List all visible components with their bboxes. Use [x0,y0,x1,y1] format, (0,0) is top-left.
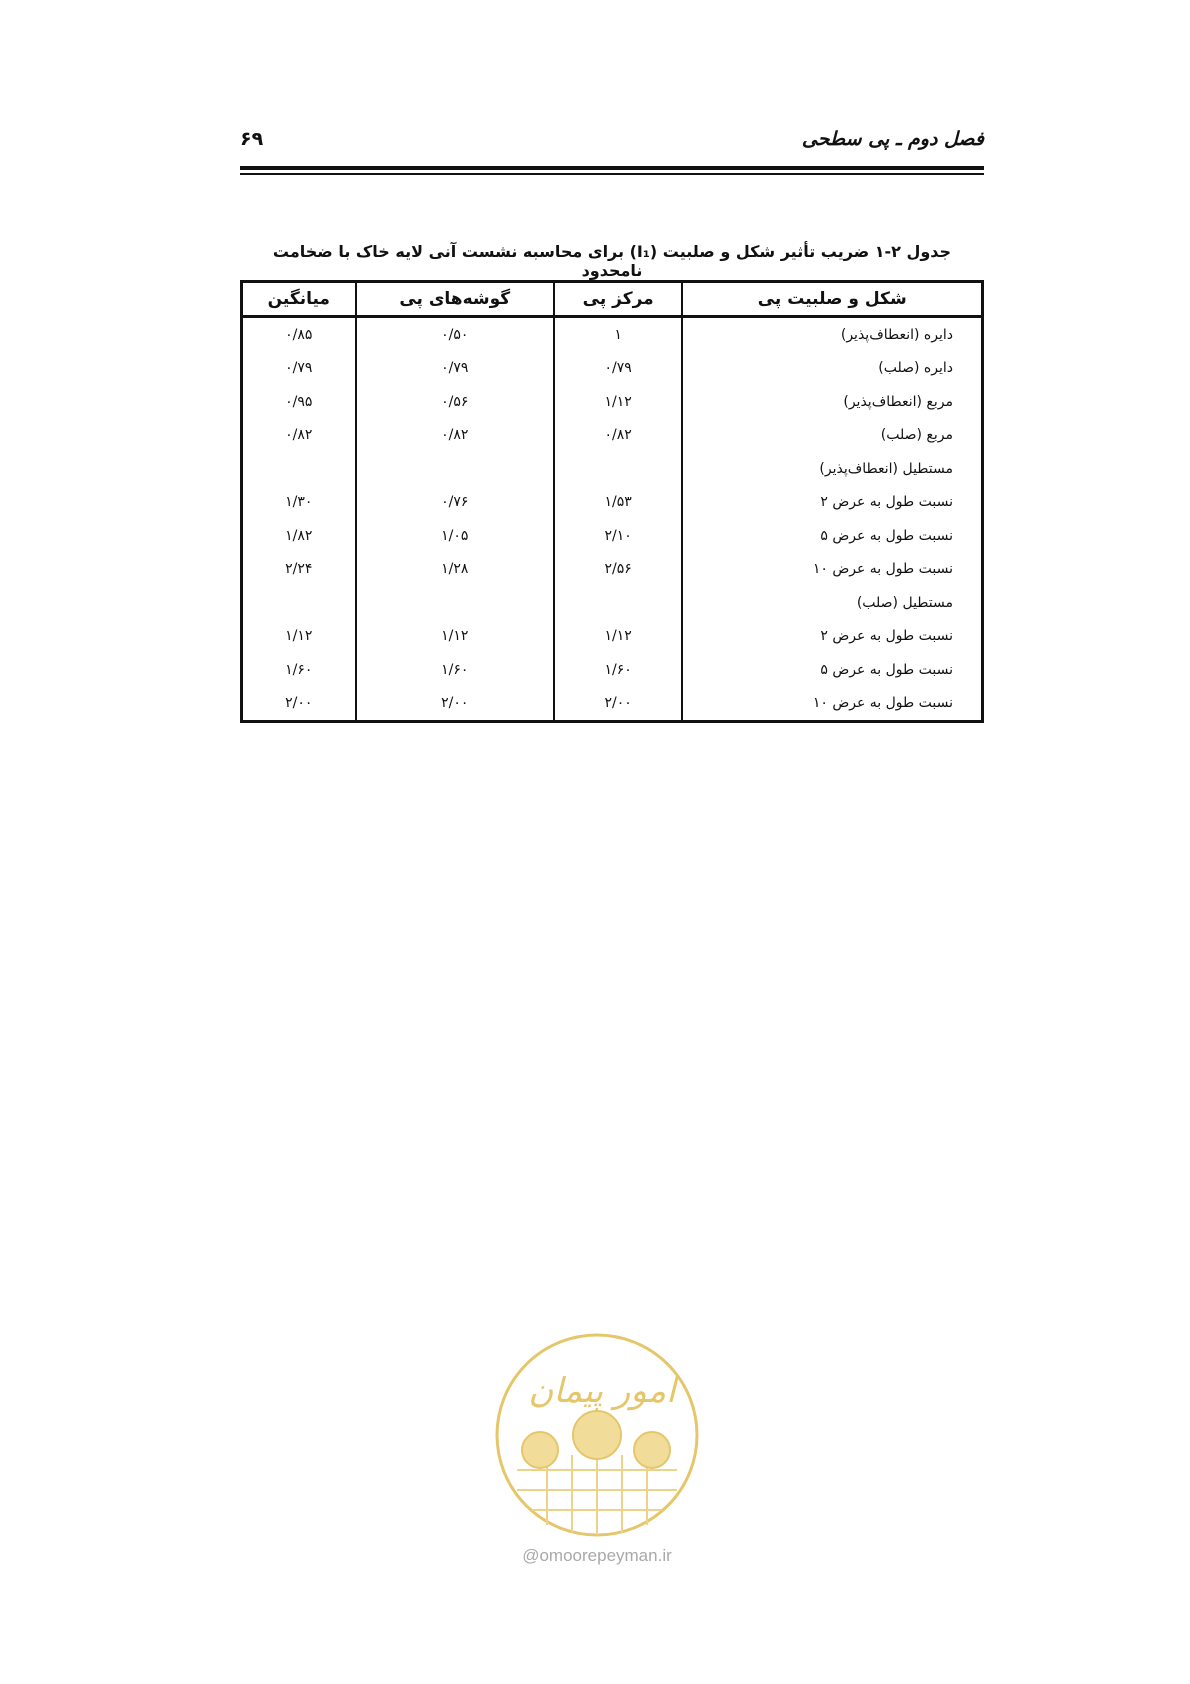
column-header: مرکز پی [554,282,682,317]
table-cell: ۱/۶۰ [356,653,554,687]
row-label: دایره (انعطاف‌پذیر) [682,317,982,352]
table-cell: ۱/۶۰ [242,653,356,687]
table-cell: ۰/۵۶ [356,385,554,419]
row-label: نسبت طول به عرض ۵ [682,519,982,553]
watermark-logo [492,1330,702,1540]
page-number: ۶۹ [240,128,264,150]
column-header: گوشه‌های پی [356,282,554,317]
table-caption: جدول ۲-۱ ضریب تأثیر شکل و صلبیت (I₁) برای محاسبه نشست آنی لایه خاک با ضخامت نامحدود [272,242,952,280]
table-row [242,317,983,352]
table-cell: ۱/۳۰ [242,486,356,520]
table-cell: ۱/۵۳ [554,486,682,520]
row-label: نسبت طول به عرض ۵ [682,653,982,687]
row-label: مربع (صلب) [682,419,982,453]
table-cell [356,452,554,486]
row-label: نسبت طول به عرض ۱۰ [682,553,982,587]
table-cell: ۰/۷۹ [356,352,554,386]
chapter-title: فصل دوم ـ پی سطحی [801,128,984,150]
table-row [242,553,983,587]
row-label: مستطیل (انعطاف‌پذیر) [682,452,982,486]
table-cell [554,586,682,620]
table-cell: ۲/۵۶ [554,553,682,587]
row-label: مربع (انعطاف‌پذیر) [682,385,982,419]
row-label: نسبت طول به عرض ۲ [682,486,982,520]
table-cell: ۱/۱۲ [554,385,682,419]
table-cell: ۱/۰۵ [356,519,554,553]
table-cell: ۰/۸۵ [242,317,356,352]
row-label: دایره (صلب) [682,352,982,386]
table-cell: ۱/۲۸ [356,553,554,587]
table-cell: ۱/۱۲ [554,620,682,654]
page-header [240,128,984,158]
table-row [242,653,983,687]
table-cell: ۱/۶۰ [554,653,682,687]
column-header: میانگین [242,282,356,317]
data-table [240,280,984,723]
table-cell [242,586,356,620]
table-cell: ۰/۵۰ [356,317,554,352]
table-row [242,452,983,486]
table-cell [242,452,356,486]
table-row [242,419,983,453]
table-row [242,519,983,553]
row-label: نسبت طول به عرض ۱۰ [682,687,982,722]
table-row [242,586,983,620]
watermark-logo-text: امور پیمان [528,1371,676,1411]
table-cell: ۱/۸۲ [242,519,356,553]
table-cell: ۰/۷۹ [242,352,356,386]
table-row [242,486,983,520]
table-cell: ۱/۱۲ [242,620,356,654]
table-cell: ۲/۰۰ [356,687,554,722]
table-cell: ۰/۸۲ [356,419,554,453]
table-cell: ۰/۷۹ [554,352,682,386]
table-header-row [242,282,983,317]
row-label: مستطیل (صلب) [682,586,982,620]
table-cell: ۰/۹۵ [242,385,356,419]
table-row [242,385,983,419]
table-cell [554,452,682,486]
column-header: شکل و صلبیت پی [682,282,982,317]
watermark-url: @omoorepeyman.ir [522,1546,672,1565]
table-row [242,620,983,654]
header-rule-thin [240,173,984,175]
table-cell: ۲/۰۰ [242,687,356,722]
table-cell [356,586,554,620]
table-cell: ۲/۰۰ [554,687,682,722]
table-row [242,687,983,722]
table-cell: ۰/۷۶ [356,486,554,520]
row-label: نسبت طول به عرض ۲ [682,620,982,654]
table-cell: ۰/۸۲ [242,419,356,453]
table-cell: ۱/۱۲ [356,620,554,654]
table-row [242,352,983,386]
header-rule-thick [240,166,984,170]
table-cell: ۲/۲۴ [242,553,356,587]
table-cell: ۱ [554,317,682,352]
table-cell: ۲/۱۰ [554,519,682,553]
table-cell: ۰/۸۲ [554,419,682,453]
